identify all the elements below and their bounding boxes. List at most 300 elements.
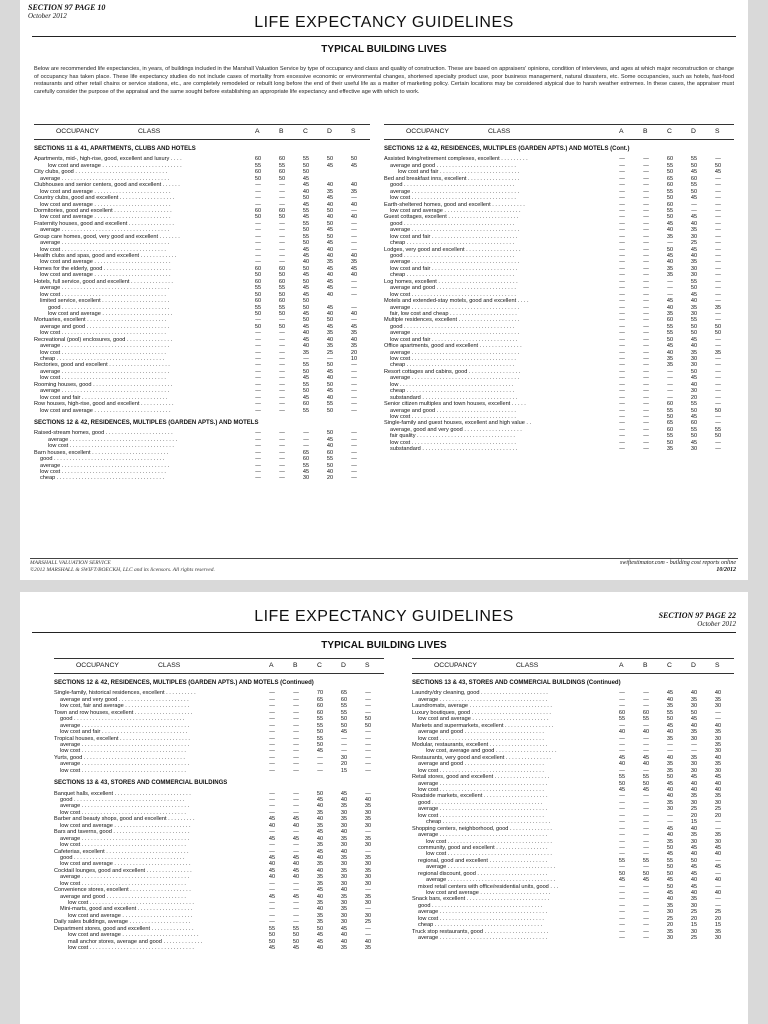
occupancy-label: low cost . . . . . . . . . . . . . . . . . . . . . . . . . . . . . . . . . . (68, 945, 194, 952)
value-class-d: 50 (690, 857, 698, 864)
value-class-s: — (365, 703, 371, 710)
value-class-d: 45 (690, 844, 698, 851)
occupancy-label: average . . . . . . . . . . . . . . . . . . . . . . . . . . . . . . . . . . . (390, 227, 520, 234)
value-class-a: — (619, 375, 625, 382)
value-class-d: 25 (690, 935, 698, 942)
value-class-b: 50 (278, 272, 286, 279)
value-class-s: — (715, 207, 721, 214)
value-class-d: 45 (690, 774, 698, 781)
value-class-a: — (619, 844, 625, 851)
occupancy-label: average . . . . . . . . . . . . . . . . . . . . . . . . . . . . . . . . . . . (418, 909, 548, 916)
value-class-a: — (619, 356, 625, 362)
value-class-d: 35 (326, 259, 334, 266)
value-class-c: 45 (302, 394, 310, 401)
value-class-b: — (293, 880, 299, 887)
value-class-b: — (279, 401, 285, 408)
value-class-c: 45 (302, 310, 310, 317)
occupancy-label: Recreational (pool) enclosures, good . . . . . . . . . . . . . . . (34, 336, 173, 343)
value-class-c: 20 (666, 922, 674, 929)
value-class-s: 30 (364, 874, 372, 881)
value-class-s: 30 (364, 900, 372, 906)
occupancy-label: average . . . . . . . . . . . . . . . . . . . . . . . . . . . . . . . . . . . (60, 761, 190, 768)
value-class-c: — (317, 767, 323, 774)
occupancy-label: Hotels, full service, good and excellent . . . . . . . . . . . . . . (34, 278, 173, 285)
value-class-s: — (715, 368, 721, 375)
value-class-a: 60 (254, 156, 262, 163)
table-row (54, 945, 384, 951)
value-class-d: 40 (340, 887, 348, 894)
value-class-c: 50 (302, 317, 310, 324)
page-subtitle-2: TYPICAL BUILDING LIVES (321, 640, 447, 651)
value-class-b: 45 (292, 854, 300, 861)
occupancy-label: Multiple residences, excellent . . . . . . . . . . . . . . . . . . . . (384, 317, 520, 324)
value-class-c: 45 (302, 272, 310, 279)
value-class-a: — (619, 336, 625, 343)
value-class-b: — (643, 433, 649, 440)
occupancy-label: Motels and extended-stay motels, good and excellent . . . . (384, 298, 529, 305)
occupancy-label: low cost and average . . . . . . . . . . . . . . . . . . . . . . . . . (40, 188, 171, 195)
occupancy-label: Convenience stores, excellent . . . . . . . . . . . . . . . . . . . . (54, 887, 191, 894)
value-class-b: — (643, 722, 649, 729)
section-page-label-2: SECTION 97 PAGE 22 (658, 611, 736, 620)
value-class-d: 40 (690, 298, 698, 305)
value-class-d: 55 (690, 182, 698, 189)
value-class-c: 50 (666, 169, 674, 176)
value-class-d: 50 (326, 156, 334, 163)
value-class-c: 50 (316, 925, 324, 932)
occupancy-label: Office apartments, good and excellent . . . . . . . . . . . . . . (384, 343, 522, 350)
value-class-a: — (255, 375, 261, 382)
value-class-d: 40 (690, 690, 698, 697)
value-class-s: — (715, 214, 721, 221)
value-class-c: 55 (302, 362, 310, 369)
occupancy-label: low cost . . . . . . . . . . . . . . . . . . . . . . . . . . . . . . . . . . (390, 291, 516, 298)
section-heading: SECTIONS 12 & 42, RESIDENCES, MULTIPLES (GARDEN APTS.) AND MOTELS (Cont.) (384, 146, 630, 152)
value-class-b: — (643, 864, 649, 871)
value-class-d: 35 (690, 304, 698, 311)
value-class-b: — (643, 310, 649, 317)
value-class-s: — (365, 790, 371, 797)
value-class-d: 45 (326, 368, 334, 375)
value-class-s: — (715, 246, 721, 253)
value-class-a: 45 (268, 835, 276, 842)
value-class-s: 10 (350, 356, 358, 362)
column-header-class: CLASS (138, 128, 161, 135)
occupancy-label: average . . . . . . . . . . . . . . . . . . . . . . . . . . . . . . . . . . . (418, 780, 548, 787)
value-class-c: 55 (302, 207, 310, 214)
value-class-c: 45 (302, 469, 310, 475)
value-class-d: — (341, 741, 347, 748)
value-class-a: — (619, 298, 625, 305)
value-class-c: 35 (316, 880, 324, 887)
page-header-right (659, 612, 736, 628)
value-class-a: — (269, 741, 275, 748)
value-class-a: 50 (618, 870, 626, 877)
value-class-d: 30 (690, 703, 698, 710)
value-class-a: — (619, 233, 625, 240)
value-class-c: 50 (302, 162, 310, 169)
occupancy-label: average . . . . . . . . . . . . . . . . . . . . . . . . . . . . . . . . . . . (390, 304, 520, 311)
column-header-a: A (255, 128, 260, 135)
value-class-s: 35 (714, 349, 722, 356)
table-row (384, 446, 734, 452)
value-class-s: 30 (714, 703, 722, 710)
value-class-b: 45 (292, 867, 300, 874)
value-class-b: — (279, 381, 285, 388)
value-class-b: — (643, 446, 649, 453)
value-class-s: — (715, 188, 721, 195)
value-class-a: — (255, 436, 261, 443)
value-class-b: — (279, 362, 285, 369)
value-class-s: 40 (350, 336, 358, 343)
value-class-s: 25 (364, 919, 372, 926)
value-class-a: 50 (254, 323, 262, 330)
value-class-c: 65 (316, 696, 324, 703)
value-class-d: 50 (326, 430, 334, 437)
value-class-d: 40 (690, 381, 698, 388)
value-class-b: — (643, 844, 649, 851)
occupancy-label: Laundromats, average . . . . . . . . . . . . . . . . . . . . . . . . . . . (412, 703, 552, 710)
occupancy-label: low cost . . . . . . . . . . . . . . . . . . . . . . . . . . . . . . . . . . (40, 469, 166, 475)
section-page-label: SECTION 97 PAGE 10 (28, 3, 106, 12)
value-class-s: 30 (364, 822, 372, 829)
value-class-b: — (293, 716, 299, 723)
column-header-s: S (715, 128, 720, 135)
value-class-s: — (351, 456, 357, 463)
value-class-b: — (643, 735, 649, 742)
value-class-a: — (619, 207, 625, 214)
value-class-a: — (619, 317, 625, 324)
value-class-a: — (255, 220, 261, 227)
value-class-s: — (351, 394, 357, 401)
column-header-c: C (303, 128, 308, 135)
value-class-c: 45 (302, 214, 310, 221)
value-class-b: — (643, 368, 649, 375)
occupancy-label: limited service, excellent . . . . . . . . . . . . . . . . . . . . . . (40, 298, 170, 305)
value-class-b: — (643, 838, 649, 845)
occupancy-label: Country clubs, good and excellent . . . . . . . . . . . . . . . . . . (34, 195, 175, 202)
occupancy-label: Row houses, high-rise, good and excellent . . . . . . . . . . . (34, 401, 174, 408)
value-class-b: — (643, 233, 649, 240)
value-class-d: 35 (690, 696, 698, 703)
value-class-a: 45 (268, 867, 276, 874)
occupancy-label: community, good and excellent . . . . . . . . . . . . . . . . . (418, 844, 548, 851)
value-class-c: 55 (302, 407, 310, 414)
value-class-d: 35 (690, 896, 698, 903)
value-class-c: 40 (302, 259, 310, 266)
value-class-s: — (715, 439, 721, 446)
occupancy-label: low cost and average . . . . . . . . . . . . . . . . . . . . . . . . . (68, 932, 199, 939)
occupancy-label: low cost . . . . . . . . . . . . . . . . . . . . . . . . . . . . . . . . . . (390, 413, 516, 420)
value-class-d: 35 (340, 906, 348, 913)
table-column-right-2 (412, 658, 734, 1024)
occupancy-label: substandard . . . . . . . . . . . . . . . . . . . . . . . . . . . . . . . (390, 394, 518, 401)
value-class-s: — (351, 430, 357, 437)
occupancy-label: Cafeterias, excellent . . . . . . . . . . . . . . . . . . . . . . . . . . . (54, 848, 189, 855)
value-class-s: — (715, 381, 721, 388)
value-class-d: 50 (690, 407, 698, 414)
value-class-s: 35 (714, 304, 722, 311)
value-class-s: — (715, 857, 721, 864)
value-class-d: 45 (340, 729, 348, 736)
value-class-b: 50 (278, 323, 286, 330)
value-class-d: 60 (690, 175, 698, 182)
value-class-a: — (619, 883, 625, 890)
value-class-c: 35 (666, 446, 674, 453)
value-class-a: — (619, 748, 625, 755)
value-class-d: 55 (326, 401, 334, 408)
value-class-b: — (279, 462, 285, 469)
footer-right (620, 560, 736, 574)
value-class-b: — (279, 456, 285, 463)
value-class-s: — (351, 220, 357, 227)
page-title-2: LIFE EXPECTANCY GUIDELINES (254, 608, 514, 625)
occupancy-label: cheap . . . . . . . . . . . . . . . . . . . . . . . . . . . . . . . . . . . (418, 922, 543, 929)
table-column-right (384, 124, 734, 554)
value-class-d: 55 (326, 456, 334, 463)
occupancy-label: low cost . . . . . . . . . . . . . . . . . . . . . . . . . . . . . . . . . . (40, 246, 166, 253)
value-class-a: 40 (618, 729, 626, 736)
value-class-b: — (293, 912, 299, 919)
value-class-a: 45 (268, 816, 276, 823)
value-class-c: 40 (316, 835, 324, 842)
value-class-d: 35 (340, 945, 348, 952)
occupancy-label: low cost and average . . . . . . . . . . . . . . . . . . . . . . . . . (60, 861, 191, 868)
occupancy-label: Cocktail lounges, good and excellent . . . . . . . . . . . . . . . (54, 867, 192, 874)
value-class-d: 40 (326, 443, 334, 450)
value-class-b: 60 (278, 207, 286, 214)
value-class-a: — (619, 767, 625, 774)
occupancy-label: low cost . . . . . . . . . . . . . . . . . . . . . . . . . . . . . . . . . . (418, 812, 544, 819)
page-subtitle: TYPICAL BUILDING LIVES (321, 44, 447, 55)
value-class-c: 45 (666, 780, 674, 787)
value-class-s: 35 (350, 259, 358, 266)
column-header-b: B (643, 128, 648, 135)
value-class-b: — (279, 349, 285, 356)
value-class-b: — (643, 272, 649, 279)
value-class-s: — (365, 690, 371, 697)
value-class-a: — (619, 446, 625, 453)
occupancy-label: Group care homes, good, very good and excellent . . . . . . . (34, 233, 180, 240)
occupancy-label: low cost and average . . . . . . . . . . . . . . . . . . . . . . . . . (40, 407, 171, 414)
value-class-s: 25 (714, 806, 722, 813)
value-class-c: 40 (316, 945, 324, 952)
value-class-s: 30 (714, 767, 722, 774)
value-class-s: 40 (714, 690, 722, 697)
value-class-d: 30 (690, 265, 698, 272)
occupancy-label: regional discount, good . . . . . . . . . . . . . . . . . . . . . . . (418, 870, 548, 877)
value-class-b: — (643, 909, 649, 916)
value-class-c: 35 (316, 900, 324, 906)
value-class-a: — (269, 906, 275, 913)
value-class-b: — (279, 475, 285, 482)
value-class-s: — (365, 906, 371, 913)
value-class-b: — (279, 246, 285, 253)
value-class-c: 45 (316, 797, 324, 803)
column-header-row (412, 658, 734, 674)
value-class-s: 45 (714, 844, 722, 851)
occupancy-label: Clubhouses and senior centers, good and excellent . . . . . . (34, 182, 180, 189)
value-class-c: 40 (302, 343, 310, 350)
value-class-d: 45 (326, 265, 334, 272)
occupancy-label: average . . . . . . . . . . . . . . . . . . . . . . . . . . . . . . . . . . . (40, 240, 170, 247)
value-class-b: — (643, 696, 649, 703)
value-class-c: 60 (666, 401, 674, 408)
value-class-c: 40 (666, 793, 674, 800)
value-class-c: 60 (666, 426, 674, 433)
value-class-d: — (327, 356, 333, 362)
occupancy-label: good . . . . . . . . . . . . . . . . . . . . . . . . . . . . . . . . . . . . (390, 182, 515, 189)
value-class-b: 55 (292, 925, 300, 932)
value-class-c: 45 (302, 336, 310, 343)
value-class-c: 50 (302, 298, 310, 305)
value-class-c: 50 (302, 240, 310, 247)
value-class-a: — (269, 735, 275, 742)
value-class-s: — (715, 291, 721, 298)
value-class-a: — (255, 240, 261, 247)
value-class-a: 50 (254, 272, 262, 279)
website-link[interactable]: swiftestimator.com - building cost reports online (619, 560, 736, 566)
value-class-a: — (619, 330, 625, 337)
value-class-c: — (667, 278, 673, 285)
value-class-c: 35 (666, 265, 674, 272)
value-class-d: 30 (690, 799, 698, 806)
value-class-c: 40 (666, 754, 674, 761)
value-class-c: 50 (302, 278, 310, 285)
value-class-c: 35 (666, 799, 674, 806)
value-class-a: — (619, 799, 625, 806)
value-class-a: — (269, 690, 275, 697)
value-class-s: 30 (364, 842, 372, 849)
value-class-b: — (643, 169, 649, 176)
value-class-b: — (643, 928, 649, 935)
value-class-b: — (293, 690, 299, 697)
occupancy-label: good . . . . . . . . . . . . . . . . . . . . . . . . . . . . . . . . . . . (48, 304, 170, 311)
value-class-c: 45 (302, 291, 310, 298)
value-class-s: — (351, 227, 357, 234)
occupancy-label: Luxury boutiques, good . . . . . . . . . . . . . . . . . . . . . . . . . . (412, 709, 551, 716)
footer-rule (30, 558, 738, 559)
occupancy-label: average . . . . . . . . . . . . . . . . . . . . . . . . . . . . . . . . . . . (40, 368, 170, 375)
value-class-b: — (279, 343, 285, 350)
value-class-c: 35 (666, 362, 674, 369)
value-class-a: 55 (268, 925, 276, 932)
occupancy-label: good . . . . . . . . . . . . . . . . . . . . . . . . . . . . . . . . . . . . (418, 799, 543, 806)
value-class-d: 35 (690, 729, 698, 736)
value-class-d: 30 (340, 861, 348, 868)
value-class-s: 35 (350, 343, 358, 350)
value-class-b: 55 (642, 774, 650, 781)
value-class-s: — (351, 407, 357, 414)
value-class-a: — (269, 900, 275, 906)
value-class-a: — (619, 935, 625, 942)
value-class-a: — (255, 407, 261, 414)
value-class-s: 35 (364, 816, 372, 823)
value-class-d: 40 (690, 780, 698, 787)
occupancy-label: average and good . . . . . . . . . . . . . . . . . . . . . . . . . . (418, 761, 544, 768)
value-class-d: 40 (690, 851, 698, 858)
value-class-c: — (303, 356, 309, 362)
value-class-s: — (351, 362, 357, 369)
value-class-d: 35 (340, 893, 348, 900)
occupancy-label: average . . . . . . . . . . . . . . . . . . . . . . . . . . . . . . . . . . . (48, 436, 178, 443)
value-class-b: — (643, 690, 649, 697)
value-class-s: 45 (350, 162, 358, 169)
value-class-c: 40 (302, 188, 310, 195)
occupancy-label: Tropical houses, excellent . . . . . . . . . . . . . . . . . . . . . . . (54, 735, 190, 742)
value-class-c: 50 (316, 729, 324, 736)
value-class-c: — (317, 761, 323, 768)
value-class-c: 45 (666, 722, 674, 729)
value-class-b: 45 (292, 945, 300, 952)
value-class-s: 45 (714, 864, 722, 871)
occupancy-label: low cost and fair . . . . . . . . . . . . . . . . . . . . . . . . . . . . (390, 265, 518, 272)
value-class-a: — (619, 188, 625, 195)
value-class-b: — (643, 356, 649, 362)
value-class-c: 35 (666, 356, 674, 362)
value-class-c: 45 (666, 825, 674, 832)
value-class-c: 35 (316, 912, 324, 919)
column-header-d: D (327, 128, 332, 135)
value-class-s: 35 (350, 188, 358, 195)
value-class-a: — (619, 285, 625, 292)
value-class-c: — (667, 381, 673, 388)
value-class-d: 50 (690, 323, 698, 330)
occupancy-label: average . . . . . . . . . . . . . . . . . . . . . . . . . . . . . . . . . . . (426, 864, 556, 871)
value-class-b: — (643, 748, 649, 755)
value-class-d: 55 (690, 426, 698, 433)
value-class-a: — (255, 401, 261, 408)
value-class-b: 50 (278, 175, 286, 182)
value-class-d: 35 (690, 227, 698, 234)
occupancy-label: good . . . . . . . . . . . . . . . . . . . . . . . . . . . . . . . . . . . . (390, 253, 515, 259)
title-rule-2 (32, 632, 736, 633)
value-class-c: — (667, 748, 673, 755)
value-class-c: 40 (666, 349, 674, 356)
value-class-s: — (365, 735, 371, 742)
value-class-d: 30 (690, 362, 698, 369)
value-class-c: 35 (316, 842, 324, 849)
value-class-c: 35 (666, 838, 674, 845)
value-class-b: — (643, 304, 649, 311)
value-class-d: 40 (340, 932, 348, 939)
occupancy-label: average and good . . . . . . . . . . . . . . . . . . . . . . . . . . (60, 893, 186, 900)
value-class-a: — (619, 214, 625, 221)
value-class-s: — (715, 870, 721, 877)
value-class-s: 35 (364, 803, 372, 810)
value-class-b: — (279, 201, 285, 208)
value-class-c: 60 (666, 317, 674, 324)
occupancy-label: mixed retail centers with office/residential units, good . . . (418, 883, 559, 890)
value-class-b: — (279, 233, 285, 240)
value-class-s: — (351, 401, 357, 408)
value-class-d: 45 (690, 291, 698, 298)
value-class-a: 45 (618, 754, 626, 761)
occupancy-label: average and good . . . . . . . . . . . . . . . . . . . . . . . . . . (418, 729, 544, 736)
value-class-d: 60 (690, 420, 698, 427)
value-class-a: 50 (618, 780, 626, 787)
value-class-c: 45 (316, 829, 324, 836)
value-class-c: 35 (666, 735, 674, 742)
value-class-d: 35 (326, 343, 334, 350)
occupancy-label: average and good . . . . . . . . . . . . . . . . . . . . . . . . . . (390, 407, 516, 414)
occupancy-label: average . . . . . . . . . . . . . . . . . . . . . . . . . . . . . . . . . . . (418, 935, 548, 942)
occupancy-label: Earth-sheltered homes, good and excellent . . . . . . . . . . . (384, 201, 525, 208)
value-class-c: — (667, 285, 673, 292)
value-class-s: — (715, 375, 721, 382)
value-class-c: 55 (302, 220, 310, 227)
value-class-a: — (619, 413, 625, 420)
